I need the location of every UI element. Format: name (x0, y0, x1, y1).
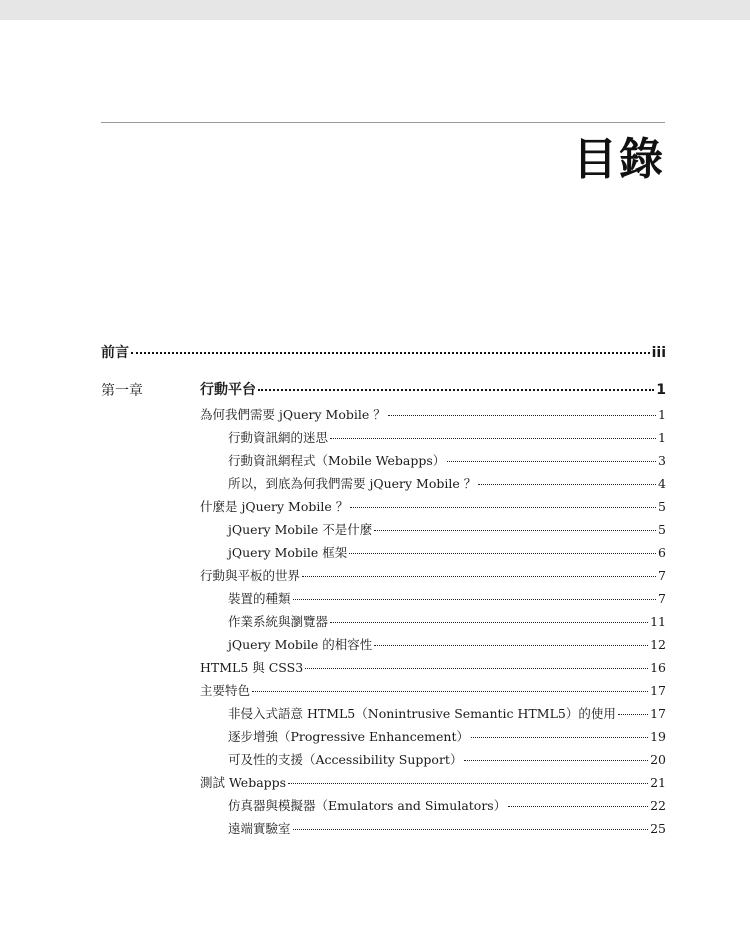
toc-entry[interactable] (200, 566, 666, 584)
toc-entry-label: 前言 (101, 345, 129, 361)
toc-entry-page: 21 (650, 775, 666, 790)
toc-entry[interactable] (228, 543, 666, 561)
leader-dots (330, 622, 648, 623)
leader-dots (618, 714, 648, 715)
toc-entry-page: 20 (650, 752, 666, 767)
toc-entry[interactable] (228, 704, 666, 722)
toc-entry-label: 行動與平板的世界 (200, 568, 301, 583)
toc-entry-label: 作業系統與瀏覽器 (228, 614, 329, 629)
toc-entry-label: 測試 Webapps (200, 775, 287, 790)
toc-entry-page: 11 (650, 614, 666, 629)
leader-dots (293, 599, 657, 600)
toc-entry[interactable] (200, 681, 666, 699)
toc-entry[interactable] (228, 819, 666, 837)
leader-dots (447, 461, 656, 462)
toc-entry-page: 3 (658, 453, 666, 468)
toc-entry-label: jQuery Mobile 的相容性 (228, 637, 373, 652)
toc-entry-page: 22 (650, 798, 666, 813)
leader-dots (293, 829, 649, 830)
toc-entry-label: jQuery Mobile 框架 (228, 545, 348, 560)
toc-entry-page: 5 (658, 499, 666, 514)
leader-dots (508, 806, 648, 807)
toc-entry-page: 5 (658, 522, 666, 537)
leader-dots (258, 389, 654, 391)
leader-dots (478, 484, 656, 485)
toc-entry-label: 遠端實驗室 (228, 821, 291, 836)
toc-entry-page: 4 (658, 476, 666, 491)
leader-dots (350, 507, 656, 508)
toc-entry-chapter-1[interactable] (200, 379, 666, 399)
leader-dots (471, 737, 648, 738)
toc-entry[interactable] (200, 405, 666, 423)
toc-entry-page: 1 (658, 407, 666, 422)
toc-entry-preface[interactable] (101, 342, 666, 362)
leader-dots (305, 668, 648, 669)
toc-entry-label: 主要特色 (200, 683, 251, 698)
toc-entry-page: 16 (650, 660, 666, 675)
leader-dots (131, 352, 650, 354)
toc-entry-page: 12 (650, 637, 666, 652)
toc-entry-label: 仿真器與模擬器（Emulators and Simulators） (228, 798, 507, 813)
toc-entry[interactable] (200, 497, 666, 515)
toc-entry[interactable] (228, 474, 666, 492)
toc-entry[interactable] (228, 451, 666, 469)
leader-dots (349, 553, 656, 554)
toc-entry-page: 7 (658, 591, 666, 606)
toc-entry[interactable] (228, 520, 666, 538)
toc-entry[interactable] (200, 773, 666, 791)
top-margin-bar (0, 0, 750, 20)
toc-entry-label: HTML5 與 CSS3 (200, 660, 304, 675)
toc-entry-label: 所以，到底為何我們需要 jQuery Mobile ？ (228, 476, 477, 491)
leader-dots (330, 438, 656, 439)
leader-dots (252, 691, 648, 692)
page-title: 目錄 (573, 134, 665, 185)
toc-entry-page: 17 (650, 683, 666, 698)
chapter-number: 第一章 (101, 383, 143, 399)
toc-entry-label: 為何我們需要 jQuery Mobile ？ (200, 407, 386, 422)
toc-entry[interactable] (228, 428, 666, 446)
toc-entry-label: 行動平台 (200, 382, 256, 398)
toc-entry-page: 1 (658, 430, 666, 445)
toc-entry-page: 1 (656, 382, 666, 398)
toc-entry[interactable] (228, 750, 666, 768)
header-rule (101, 122, 665, 123)
toc-entry[interactable] (228, 727, 666, 745)
leader-dots (374, 530, 656, 531)
toc-entry[interactable] (228, 635, 666, 653)
toc-entry-page: iii (651, 345, 666, 361)
toc-entry-page: 7 (658, 568, 666, 583)
toc-entry[interactable] (228, 796, 666, 814)
toc-entry-label: 裝置的種類 (228, 591, 291, 606)
toc-entry-label: 非侵入式語意 HTML5（Nonintrusive Semantic HTML5）的使用 (228, 706, 616, 721)
leader-dots (464, 760, 648, 761)
toc-entry-page: 19 (650, 729, 666, 744)
leader-dots (288, 783, 648, 784)
toc-entry-label: 什麼是 jQuery Mobile ？ (200, 499, 349, 514)
toc-entry-page: 6 (658, 545, 666, 560)
leader-dots (302, 576, 656, 577)
toc-entry[interactable] (228, 589, 666, 607)
leader-dots (388, 415, 656, 416)
toc-entry-label: 行動資訊網程式（Mobile Webapps） (228, 453, 446, 468)
toc-entry-label: 逐步增強（Progressive Enhancement） (228, 729, 469, 744)
toc-entry[interactable] (228, 612, 666, 630)
toc-entry[interactable] (200, 658, 666, 676)
toc-entry-label: 行動資訊網的迷思 (228, 430, 329, 445)
toc-entry-label: jQuery Mobile 不是什麼 (228, 522, 373, 537)
toc-entry-label: 可及性的支援（Accessibility Support） (228, 752, 463, 767)
leader-dots (374, 645, 648, 646)
toc-entry-page: 17 (650, 706, 666, 721)
toc-entry-page: 25 (650, 821, 666, 836)
